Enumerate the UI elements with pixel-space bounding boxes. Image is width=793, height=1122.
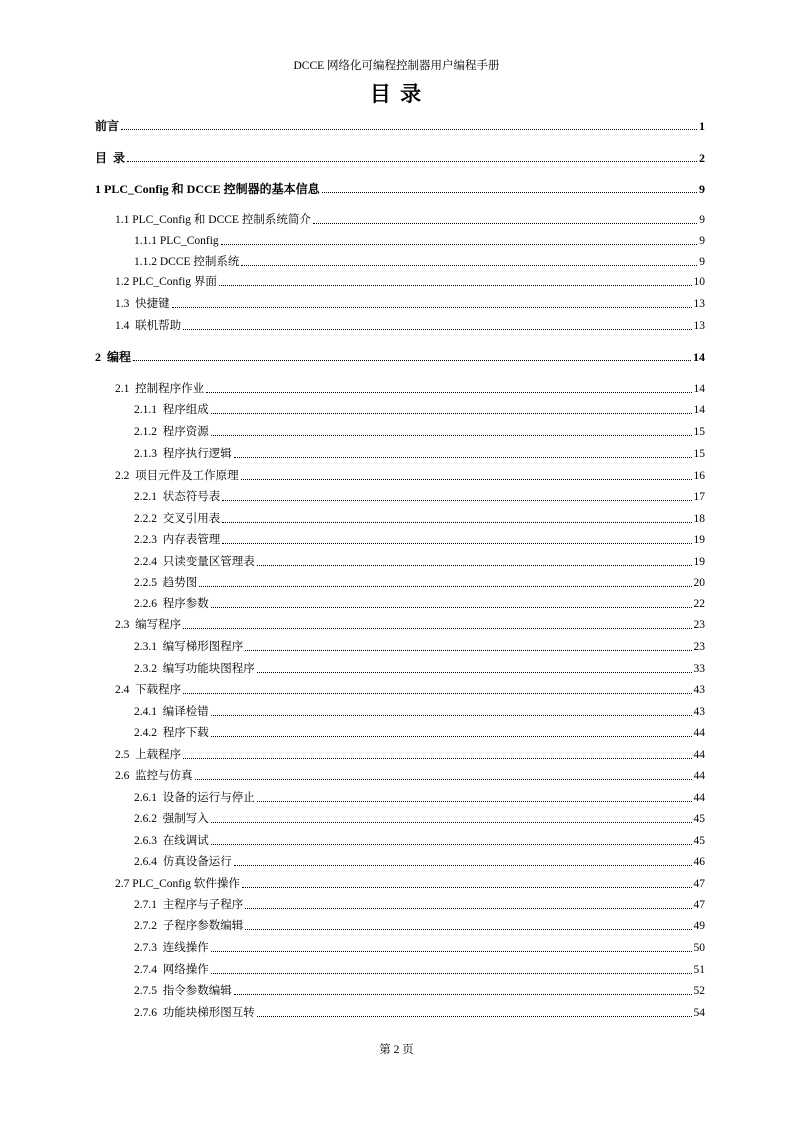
dot-leader	[127, 161, 697, 162]
toc-entry[interactable]	[134, 424, 705, 440]
toc-entry-title: 1.2 PLC_Config 界面	[115, 276, 217, 288]
dot-leader	[211, 951, 692, 952]
toc-entry-title: 2.7.2 子程序参数编辑	[134, 920, 244, 932]
toc-entry-page-number: 14	[693, 350, 705, 364]
dot-leader	[133, 360, 691, 361]
toc-entry-page-number: 44	[693, 749, 705, 761]
toc-entry-page-number: 17	[693, 491, 705, 503]
toc-entry[interactable]	[134, 402, 705, 418]
toc-entry-page-number: 47	[693, 899, 705, 911]
dot-leader	[257, 801, 692, 802]
toc-entry[interactable]	[115, 381, 705, 397]
toc-entry-title: 2.2.2 交叉引用表	[134, 513, 221, 525]
toc-entry-title: 2.6.4 仿真设备运行	[134, 856, 232, 868]
toc-entry[interactable]	[134, 897, 705, 913]
toc-entry[interactable]	[95, 349, 705, 365]
toc-entry-page-number: 33	[693, 663, 705, 675]
toc-entry-title: 前言	[95, 119, 120, 133]
dot-leader	[257, 672, 692, 673]
toc-entry[interactable]	[134, 854, 705, 870]
toc-entry-page-number: 10	[693, 276, 705, 288]
dot-leader	[257, 565, 692, 566]
toc-entry[interactable]	[134, 532, 705, 548]
dot-leader	[211, 607, 692, 608]
dot-leader	[183, 758, 691, 759]
toc-entry[interactable]	[134, 233, 705, 249]
dot-leader	[183, 693, 691, 694]
dot-leader	[245, 650, 691, 651]
dot-leader	[241, 479, 692, 480]
toc-entry[interactable]	[134, 725, 705, 741]
dot-leader	[234, 457, 692, 458]
dot-leader	[206, 392, 691, 393]
dot-leader	[211, 822, 692, 823]
toc-entry-title: 2.2 项目元件及工作原理	[115, 470, 239, 482]
toc-entry-title: 2.7.6 功能块梯形图互转	[134, 1007, 255, 1019]
toc-entry-title: 2.6.1 设备的运行与停止	[134, 792, 255, 804]
toc-entry-page-number: 9	[699, 235, 705, 247]
toc-entry[interactable]	[134, 661, 705, 677]
dot-leader	[211, 413, 692, 414]
toc-entry-title: 2.2.3 内存表管理	[134, 534, 221, 546]
toc-entry[interactable]	[115, 274, 705, 290]
toc-entry-title: 2.3 编写程序	[115, 619, 182, 631]
toc-entry-page-number: 13	[693, 298, 705, 310]
toc-entry-title: 2.2.4 只读变量区管理表	[134, 556, 255, 568]
toc-entry-page-number: 52	[693, 985, 705, 997]
toc-entry-page-number: 51	[693, 964, 705, 976]
toc-entry[interactable]	[134, 254, 705, 270]
toc-entry[interactable]	[134, 511, 705, 527]
toc-entry[interactable]	[134, 940, 705, 956]
dot-leader	[322, 192, 697, 193]
dot-leader	[211, 736, 692, 737]
toc-entry[interactable]	[115, 876, 705, 892]
toc-entry-page-number: 13	[693, 320, 705, 332]
toc-entry-title: 2.1 控制程序作业	[115, 383, 205, 395]
toc-entry[interactable]	[95, 118, 705, 134]
dot-leader	[245, 908, 691, 909]
toc-entry-page-number: 15	[693, 426, 705, 438]
toc-entry-title: 1.4 联机帮助	[115, 320, 182, 332]
toc-entry-page-number: 22	[693, 598, 705, 610]
toc-entry[interactable]	[115, 768, 705, 784]
dot-leader	[211, 973, 692, 974]
toc-entry[interactable]	[115, 747, 705, 763]
toc-entry-page-number: 18	[693, 513, 705, 525]
toc-entry-page-number: 9	[699, 214, 705, 226]
toc-entry[interactable]	[95, 181, 705, 197]
toc-entry[interactable]	[134, 704, 705, 720]
toc-entry-title: 2.7.5 指令参数编辑	[134, 985, 232, 997]
toc-entry-page-number: 44	[693, 727, 705, 739]
page-title: 目 录	[369, 82, 424, 106]
toc-entry[interactable]	[115, 212, 705, 228]
toc-entry[interactable]	[134, 811, 705, 827]
toc-entry-title: 2.1.2 程序资源	[134, 426, 209, 438]
dot-leader	[172, 307, 692, 308]
toc-entry-title: 1.3 快捷键	[115, 298, 170, 310]
toc-entry-page-number: 15	[693, 448, 705, 460]
toc-entry-page-number: 44	[693, 770, 705, 782]
toc-entry-title: 2.2.1 状态符号表	[134, 491, 221, 503]
dot-leader	[183, 329, 691, 330]
toc-entry-title: 2.7.1 主程序与子程序	[134, 899, 244, 911]
toc-entry-title: 2.2.6 程序参数	[134, 598, 209, 610]
toc-entry-page-number: 9	[699, 182, 705, 196]
toc-entry[interactable]	[95, 150, 705, 166]
toc-entry-page-number: 16	[693, 470, 705, 482]
toc-entry-title: 2.2.5 趋势图	[134, 577, 198, 589]
toc-entry[interactable]	[134, 575, 705, 591]
toc-entry[interactable]	[134, 1005, 705, 1021]
toc-entry-title: 2.7.3 连线操作	[134, 942, 209, 954]
dot-leader	[222, 522, 691, 523]
toc-entry-title: 2.3.1 编写梯形图程序	[134, 641, 244, 653]
toc-entry-page-number: 23	[693, 619, 705, 631]
dot-leader	[195, 779, 692, 780]
toc-entry[interactable]	[134, 983, 705, 999]
toc-entry-page-number: 19	[693, 534, 705, 546]
toc-entry[interactable]	[134, 446, 705, 462]
toc-entry[interactable]	[134, 918, 705, 934]
toc-entry-page-number: 49	[693, 920, 705, 932]
dot-leader	[234, 865, 692, 866]
dot-leader	[221, 244, 698, 245]
dot-leader	[211, 435, 692, 436]
toc-entry-page-number: 54	[693, 1007, 705, 1019]
toc-entry-page-number: 44	[693, 792, 705, 804]
dot-leader	[219, 285, 692, 286]
toc-entry-title: 2.6.2 强制写入	[134, 813, 209, 825]
toc-entry-title: 2.5 上载程序	[115, 749, 182, 761]
toc-entry-page-number: 50	[693, 942, 705, 954]
dot-leader	[222, 543, 691, 544]
toc-entry[interactable]	[115, 318, 705, 334]
toc-entry-title: 2.7.4 网络操作	[134, 964, 209, 976]
toc-entry[interactable]	[134, 639, 705, 655]
toc-entry-title: 2.1.3 程序执行逻辑	[134, 448, 232, 460]
toc-entry-title: 2.4 下载程序	[115, 684, 182, 696]
toc-entry[interactable]	[134, 962, 705, 978]
dot-leader	[183, 628, 691, 629]
toc-entry-title: 2.6.3 在线调试	[134, 835, 209, 847]
toc-entry-page-number: 19	[693, 556, 705, 568]
toc-entry[interactable]	[115, 468, 705, 484]
toc-entry-title: 2.7 PLC_Config 软件操作	[115, 878, 240, 890]
toc-entry[interactable]	[134, 833, 705, 849]
toc-entry-page-number: 14	[693, 404, 705, 416]
toc-entry-page-number: 20	[693, 577, 705, 589]
toc-entry[interactable]	[115, 296, 705, 312]
toc-entry-title: 1.1.1 PLC_Config	[134, 235, 219, 247]
toc-entry-title: 2.4.1 编译检错	[134, 706, 209, 718]
toc-entry-title: 2.1.1 程序组成	[134, 404, 209, 416]
page-number-footer: 第 2 页	[379, 1044, 414, 1056]
dot-leader	[222, 500, 691, 501]
toc-entry-page-number: 45	[693, 835, 705, 847]
dot-leader	[199, 586, 691, 587]
toc-entry-title: 1.1 PLC_Config 和 DCCE 控制系统简介	[115, 214, 311, 226]
toc-entry[interactable]	[134, 554, 705, 570]
toc-entry-page-number: 43	[693, 706, 705, 718]
toc-entry-title: 2 编程	[95, 350, 132, 364]
toc-entry-page-number: 2	[699, 151, 705, 165]
dot-leader	[121, 129, 697, 130]
toc-entry-title: 2.4.2 程序下载	[134, 727, 209, 739]
toc-entry[interactable]	[115, 682, 705, 698]
dot-leader	[234, 994, 692, 995]
toc-entry[interactable]	[115, 617, 705, 633]
toc-entry[interactable]	[134, 489, 705, 505]
toc-entry-title: 2.6 监控与仿真	[115, 770, 193, 782]
toc-entry-page-number: 46	[693, 856, 705, 868]
dot-leader	[242, 887, 692, 888]
toc-entry-page-number: 43	[693, 684, 705, 696]
toc-entry-page-number: 14	[693, 383, 705, 395]
toc-entry-page-number: 9	[699, 256, 705, 268]
toc-entry-page-number: 23	[693, 641, 705, 653]
dot-leader	[211, 715, 692, 716]
toc-entry-title: 1 PLC_Config 和 DCCE 控制器的基本信息	[95, 182, 320, 196]
dot-leader	[257, 1016, 692, 1017]
toc-entry[interactable]	[134, 790, 705, 806]
running-header: DCCE 网络化可编程控制器用户编程手册	[293, 60, 500, 72]
toc-entry[interactable]	[134, 596, 705, 612]
dot-leader	[211, 844, 692, 845]
toc-entry-title: 2.3.2 编写功能块图程序	[134, 663, 255, 675]
toc-entry-page-number: 1	[699, 119, 705, 133]
dot-leader	[313, 223, 697, 224]
toc-entry-page-number: 47	[693, 878, 705, 890]
toc-entry-title: 目 录	[95, 151, 126, 165]
dot-leader	[245, 929, 691, 930]
toc-entry-page-number: 45	[693, 813, 705, 825]
dot-leader	[241, 265, 697, 266]
toc-entry-title: 1.1.2 DCCE 控制系统	[134, 256, 240, 268]
